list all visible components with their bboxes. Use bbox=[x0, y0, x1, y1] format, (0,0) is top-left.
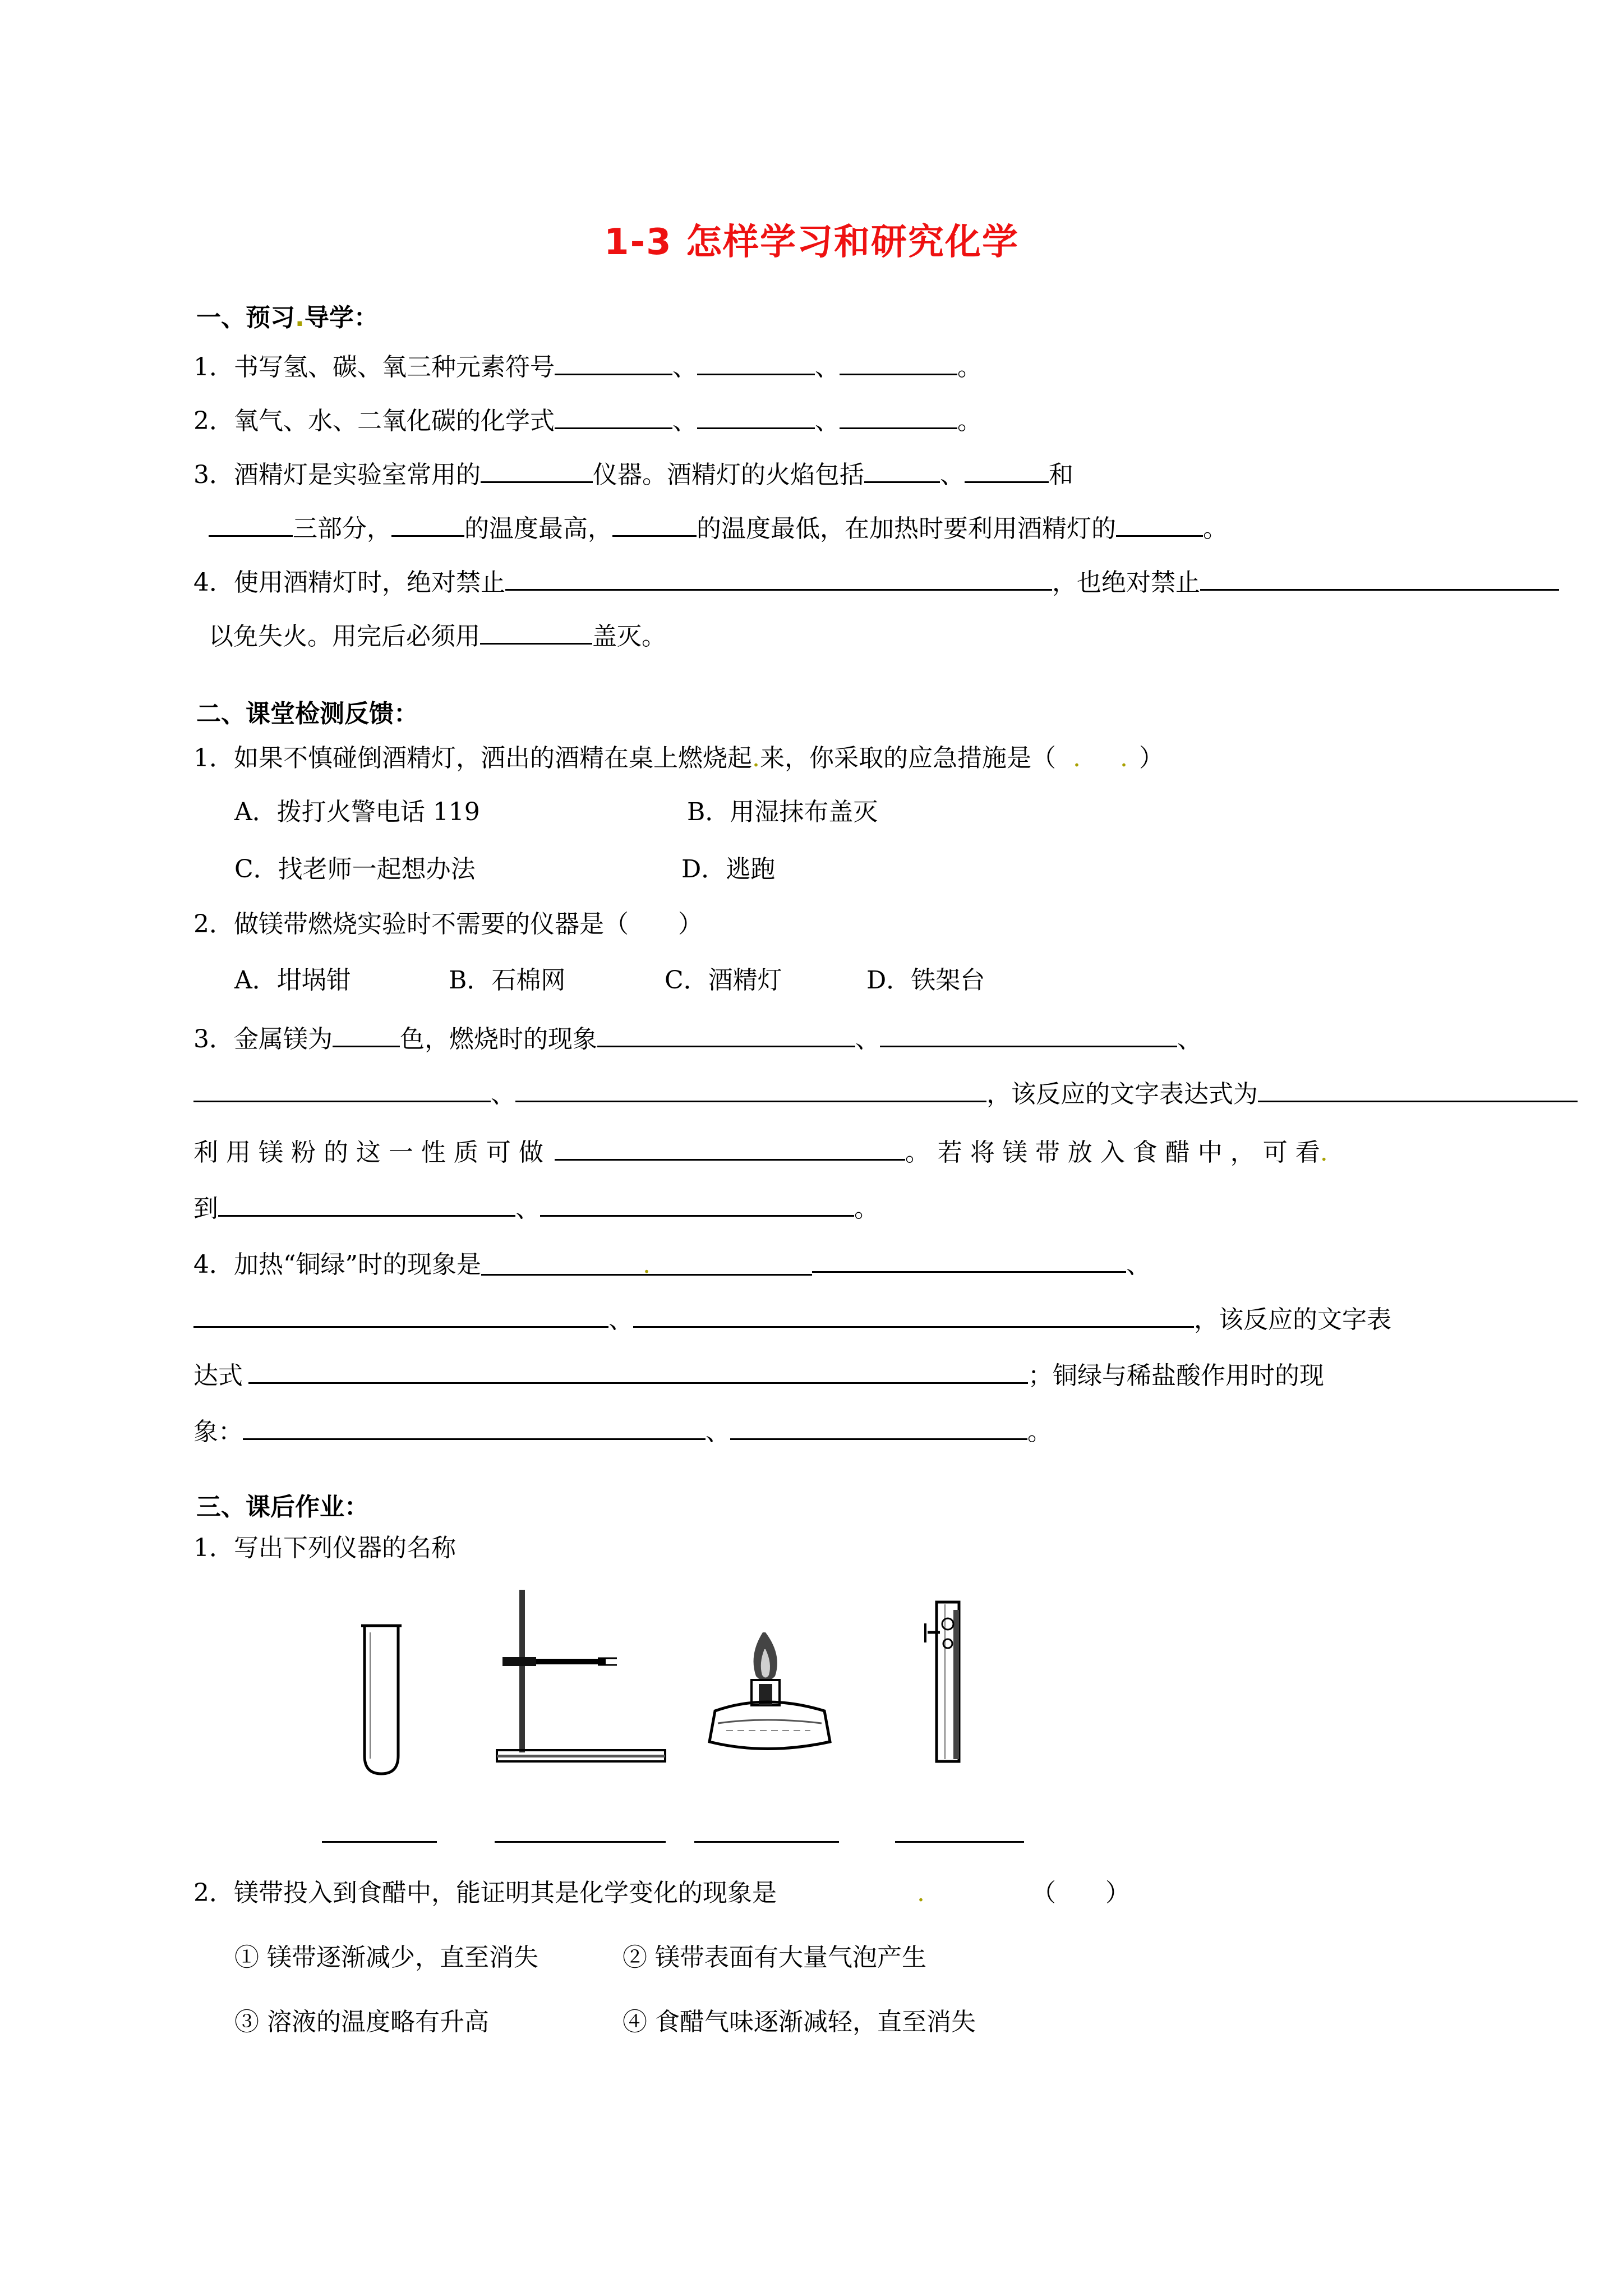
blank[interactable] bbox=[555, 1133, 905, 1161]
blank[interactable] bbox=[880, 1020, 1177, 1047]
option-c[interactable]: C．酒精灯 bbox=[665, 966, 782, 995]
s2-question-3-line-2: 、 ，该反应的文字表达式为 bbox=[193, 1075, 1578, 1108]
s1-question-3-line-2: 三部分， 的温度最高， 的温度最低，在加热时要利用酒精灯的 。 bbox=[209, 509, 1228, 543]
s1-question-1: 1．书写氢、碳、氧三种元素符号 、 、 。 bbox=[193, 348, 982, 381]
blank[interactable] bbox=[1258, 1075, 1578, 1102]
option-a[interactable]: A．拨打火警电话 119 bbox=[234, 798, 480, 826]
blank[interactable] bbox=[515, 1075, 986, 1102]
blank[interactable] bbox=[812, 1245, 1126, 1273]
blank[interactable] bbox=[209, 509, 293, 537]
option-3[interactable]: ③ 溶液的温度略有升高 bbox=[234, 2008, 489, 2036]
s2-question-4-line-1: 4．加热“铜绿”时的现象是 . 、 bbox=[193, 1245, 1151, 1279]
s1-question-3-line-1: 3．酒精灯是实验室常用的 仪器。酒精灯的火焰包括 、 和 bbox=[193, 455, 1073, 489]
answer-blank-2[interactable] bbox=[495, 1841, 666, 1843]
option-1[interactable]: ① 镁带逐渐减少，直至消失 bbox=[234, 1943, 538, 1972]
s1-question-2: 2．氧气、水、二氧化碳的化学式 、 、 。 bbox=[193, 402, 982, 435]
gas-collecting-jar-figure bbox=[920, 1599, 981, 1767]
section-1-heading: 一、预习.导学： bbox=[196, 303, 379, 332]
blank[interactable] bbox=[697, 402, 815, 429]
page-title: 1-3 怎样学习和研究化学 bbox=[604, 222, 1019, 263]
blank[interactable] bbox=[193, 1300, 608, 1328]
blank[interactable]: . bbox=[481, 1248, 812, 1276]
blank[interactable] bbox=[840, 402, 957, 429]
blank[interactable] bbox=[864, 455, 940, 483]
s2-question-1-stem: 1．如果不慎碰倒酒精灯，洒出的酒精在桌上燃烧起.来，你采取的应急措施是（ . . ） bbox=[193, 744, 1164, 772]
option-b[interactable]: B．用湿抹布盖灭 bbox=[687, 798, 878, 826]
blank[interactable] bbox=[555, 402, 672, 429]
blank[interactable] bbox=[965, 455, 1049, 483]
section-3-heading: 三、课后作业： bbox=[196, 1493, 369, 1521]
answer-blank-3[interactable] bbox=[694, 1841, 839, 1843]
blank[interactable] bbox=[697, 348, 815, 375]
blank[interactable] bbox=[243, 1412, 706, 1440]
blank[interactable] bbox=[840, 348, 957, 375]
blank[interactable] bbox=[481, 455, 593, 483]
blank[interactable] bbox=[480, 617, 592, 645]
blank[interactable] bbox=[555, 348, 672, 375]
s3-question-1-stem: 1．写出下列仪器的名称 bbox=[193, 1534, 456, 1562]
blank[interactable] bbox=[612, 509, 697, 537]
option-a[interactable]: A．坩埚钳 bbox=[234, 966, 351, 995]
s2-question-3-line-3: 利 用 镁 粉 的 这 一 性 质 可 做 。 若 将 镁 带 放 入 食 醋 中 ， 可 看. bbox=[193, 1133, 1328, 1167]
s2-question-4-line-3: 达式 ；铜绿与稀盐酸作用时的现 bbox=[193, 1356, 1324, 1390]
iron-stand-figure bbox=[494, 1588, 667, 1767]
blank[interactable] bbox=[730, 1412, 1027, 1440]
option-b[interactable]: B．石棉网 bbox=[449, 966, 566, 995]
s1-question-4-line-2: 以免失火。用完后必须用 盖灭。 bbox=[209, 617, 666, 651]
blank[interactable] bbox=[633, 1300, 1194, 1328]
test-tube-figure bbox=[359, 1616, 404, 1778]
option-d[interactable]: D．铁架台 bbox=[866, 966, 985, 995]
alcohol-lamp-figure bbox=[704, 1627, 844, 1756]
blank[interactable] bbox=[1200, 563, 1559, 591]
section-2-heading: 二、课堂检测反馈： bbox=[196, 700, 418, 728]
blank[interactable] bbox=[505, 563, 1052, 591]
option-d[interactable]: D．逃跑 bbox=[681, 855, 776, 884]
s2-question-3-line-1: 3．金属镁为 色，燃烧时的现象 、 、 bbox=[193, 1020, 1202, 1053]
option-2[interactable]: ② 镁带表面有大量气泡产生 bbox=[623, 1943, 926, 1972]
s2-question-4-line-2: 、 ，该反应的文字表 bbox=[193, 1300, 1391, 1334]
blank[interactable] bbox=[540, 1189, 854, 1217]
blank[interactable] bbox=[1116, 509, 1203, 537]
option-c[interactable]: C．找老师一起想办法 bbox=[234, 855, 476, 884]
blank[interactable] bbox=[333, 1020, 400, 1047]
s2-question-2-stem: 2．做镁带燃烧实验时不需要的仪器是（ ） bbox=[193, 910, 703, 938]
blank[interactable] bbox=[391, 509, 464, 537]
blank[interactable] bbox=[597, 1020, 855, 1047]
blank[interactable] bbox=[193, 1075, 491, 1102]
s1-question-4-line-1: 4．使用酒精灯时，绝对禁止 ，也绝对禁止 bbox=[193, 563, 1559, 597]
option-4[interactable]: ④ 食醋气味逐渐减轻，直至消失 bbox=[623, 2008, 976, 2036]
s3-question-2-stem: 2．镁带投入到食醋中，能证明其是化学变化的现象是 . （ ） bbox=[193, 1879, 1130, 1907]
answer-blank-4[interactable] bbox=[895, 1841, 1024, 1843]
blank[interactable] bbox=[248, 1356, 1028, 1384]
s2-question-3-line-4: 到 、 。 bbox=[193, 1189, 879, 1223]
answer-blank-1[interactable] bbox=[322, 1841, 437, 1843]
s2-question-4-line-4: 象： 、 。 bbox=[193, 1412, 1052, 1446]
blank[interactable] bbox=[218, 1189, 515, 1217]
